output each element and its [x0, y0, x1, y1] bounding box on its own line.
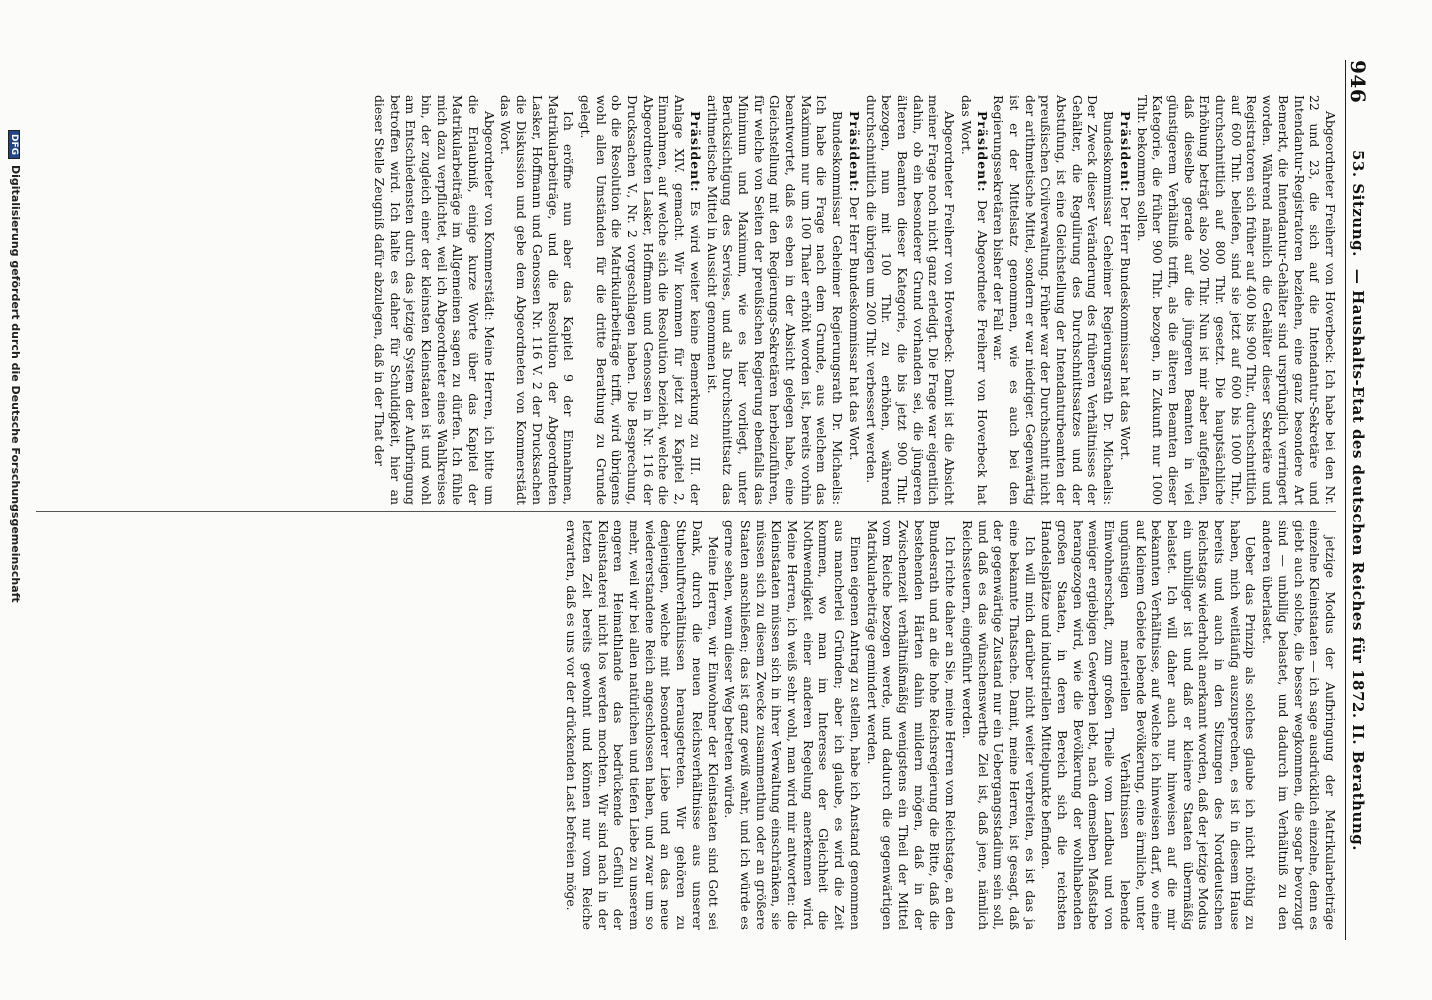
paragraph-text: Bundeskommissar Geheimer Regierungsrath Dr. Michaelis: Ich habe die Frage nach dem Grunde, aus welchem das Maximum nur um 100 Thaler erhöht worden ist, bereits vorhin beantwortet, daß es eben in der Absicht gelegen habe, eine Gleichstellung mit den Regierungs-Sekretären herbeizuführen, für welche von Seiten der preußischen Regierung ebenfalls das Minimum und Maximum, wie es hier vorliegt, unter Berücksichtigung des Servises, und als Durchschnittsatz das arithmetische Mittel in Aussicht genommen ist.: [704, 95, 846, 505]
speaker-label: Präsident:: [974, 111, 990, 193]
paragraph-text: Abgeordneter von Kommerstädt: Meine Herren, ich bitte um die Erlaubniß, einige kurze Worte über das Kapitel der Matrikularbeiträge im Allgemeinen sagen zu dürfen. Ich fühle mich dazu verpflichtet, weil ich Abgeordneter eines Wahlkreises bin, der zugleich einer der kleinsten Kleinstaaten ist und wohl am Entschiedensten durch das jetzige System der Aufbringung betroffen wird. Ich halte es daher für Schuldigkeit, hier an dieser Stelle Zeugniß dafür abzulegen, daß in der That der: [371, 95, 497, 505]
paragraph-text: Meine Herren, wir Einwohner der Kleinstaaten sind Gott sei Dank, durch die neuen Reichsverhältnisse aus unserer Stubenluftverhältnissen herausgetreten. Wir gehören zu denjenigen, welche mit besonderer Liebe und an das neue wiedererstandene Reich angeschlossen haben, und zwar um so mehr, weil wir bei allen natürlichen und tiefen Liebe zu unserem engeren Heimathlande das bedrückende Gefühl der Kleinstaaterei nicht los werden mochten. Wir sind nach in der letzten Zeit bereits gewohnt und können nur vom Reiche erwarten, daß es uns vor der drückenden Last befreien möge.: [564, 520, 721, 930]
digitization-credit: [8, 130, 22, 830]
paragraph: [863, 95, 957, 505]
speaker-label: Präsident:: [1117, 111, 1133, 193]
dfg-logo: DFG: [8, 130, 20, 159]
session-label: 53. Sitzung.: [1349, 150, 1367, 257]
paragraph: [722, 520, 863, 930]
paragraph: [577, 95, 703, 505]
column-divider: [36, 511, 1336, 512]
paragraph-text: Abgeordneter Freiherr von Hoverbeck: Ich habe bei den Nr. 22 und 23, die sich auf die Intendantur-Sekretäre und Intendantur-Registratoren beziehen, eine ganz besondere Art Bemerkt, die Intendantur-Gehälter sind ursprünglich verringert worden. Während nämlich die Gehälter dieser Sekretäre und Registratoren sich früher auf 400 bis 900 Thlr., durchschnittlich auf 600 Thlr. beliefen, sind sie jetzt auf 600 bis 1000 Thlr., durchschnittlich auf 800 Thlr. gesetzt. Die hauptsächliche Erhöhung beträgt also 200 Thlr. Nun ist mir aber aufgefallen, daß dieselbe gerade auf die jüngeren Beamten in viel günstigerem Verhältniß trifft, als die älteren Beamten dieser Kategorie, die früher 900 Thlr. bezogen, in Zukunft nur 1000 Thlr. bekommen sollen.: [1134, 95, 1338, 505]
paragraph: [991, 95, 1117, 505]
paragraph: [958, 95, 989, 505]
left-column: [38, 95, 1338, 505]
speaker-label: Präsident:: [687, 111, 703, 193]
paragraph: [564, 520, 721, 930]
paragraph: [864, 520, 958, 930]
paragraph-text: Ich will mich darüber nicht weiter verbreiten, es ist das ja eine bekannte Thatsache. Damit, meine Herren, ist gesagt, daß der gegenwärtige Zustand nur ein Uebergangsstadium sein soll, und daß es das wünschenswerthe Ziel ist, daß jene, nämlich Reichssteuern, eingeführt werden.: [959, 520, 1038, 930]
speaker-label: Präsident:: [846, 111, 862, 193]
paragraph-text: Der Herr Bundeskommissar hat das Wort.: [846, 196, 862, 461]
running-title: [1349, 150, 1367, 863]
paragraph-text: Bundeskommissar Geheimer Regierungsrath Dr. Michaelis: Der Zweck dieser Veränderung des früheren Verhältnisses der Gehälter, die Regulirung des Durchschnittssatzes und der Abstufung, ist eine Gleichstellung der Intendanturbeamten der preußischen Civilverwaltung. Früher war der Durchschnitt nicht der arithmetische Mittel, sondern er war niedriger. Gegenwärtig ist er der Mittelsatz genommen, wie es auch bei den Regierungssekretären bisher der Fall war.: [991, 95, 1117, 505]
paragraph: [1134, 95, 1338, 505]
paragraph-text: Ueber das Prinzip als solches glaube ich nicht nöthig zu haben, mich weitläufig auszusprechen, es ist in diesem Hause bereits und auch in den Sitzungen des Norddeutschen Reichstags wiederholt anerkannt worden, daß der jetzige Modus ein unbilliger ist und daß er kleinere Staaten übermäßig belastet. Ich will daher auch nur hinweisen auf die mir bekannten Verhältnisse, auf welche ich hinweisen darf, wo eine auf kleinem Gebiete lebende Bevölkerung, eine ärmliche, unter ungünstigen materiellen Verhältnissen lebende Einwohnerschaft, zum großen Theile vom Landbau und von weniger ergiebigen Gewerben lebt, nach demselben Maßstabe herangezogen wird, wie die Bevölkerung der wohlhabenden großen Staaten, in deren Bereich sich die reichsten Handelsplätze und industriellen Mittelpunkte befinden.: [1039, 520, 1259, 930]
paragraph-text: Der Abgeordnete Freiherr von Hoverbeck hat das Wort.: [958, 95, 990, 505]
paragraph: [1117, 95, 1133, 505]
paragraph: [371, 95, 497, 505]
paragraph: [959, 520, 1038, 930]
topic-label: — Haushalts-Etat des deutschen Reiches für 1872. II. Berathung.: [1349, 268, 1367, 851]
credit-text: Digitalisierung gefördert durch die Deutsche Forschungsgemeinschaft: [9, 165, 22, 603]
page-number: 946: [1346, 60, 1370, 104]
paragraph-text: Der Herr Bundeskommissar hat das Wort.: [1117, 196, 1133, 461]
paragraph-text: jetzige Modus der Aufbringung der Matrikularbeiträge einzelne Kleinstaaten — ich sage ausdrücklich einzelne, denn es giebt auch solche, die besser wegkommen, die sogar bevorzugt sind — unbillig belastet, und dadurch im Verhältniß zu den anderen überlastet.: [1260, 520, 1338, 930]
paragraph: [498, 95, 577, 505]
paragraph-text: Ich eröffne nun aber das Kapitel 9 der Einnahmen, Matrikularbeiträge, und die Resolution der Abgeordneten Lasker, Hoffmann und Genossen Nr. 116 V. 2 der Drucksachen die Diskussion und gebe dem Abgeordneten von Kommerstädt das Wort.: [498, 95, 577, 505]
paragraph-text: Ich richte daher an Sie, meine Herren vom Reichstage, an den Bundesrath und an die hohe Reichsregierung die Bitte, daß die bestehenden Härten dahin mildern mögen, daß in der Zwischenzeit verhältnißmäßig wenigstens ein Theil der Mittel vom Reiche bezogen werde, und dadurch die gegenwärtigen Matrikularbeiträge gemindert werden.: [864, 520, 959, 930]
paragraph-text: Es wird weiter keine Bemerkung zu III. der Anlage XIV. gemacht. Wir kommen für jetzt zu Kapitel 2, Einnahmen, auf welche sich die Resolution bezieht, welche die Abgeordneten Lasker, Hoffmann und Genossen in Nr. 116 der Drucksachen V., Nr. 2 vorgeschlagen haben. Die Besprechung, ob die Resolution die Matrikularbeiträge trifft, wird übrigens wohl allen Umständen für die dritte Berathung zu Grunde gelegt.: [577, 95, 703, 505]
right-column: [38, 520, 1338, 930]
paragraph-text: Abgeordneter Freiherr von Hoverbeck: Damit ist die Absicht meiner Frage noch nicht ganz erledigt. Die Frage war eigentlich dahin, ob ein besonderer Grund vorhanden sei, die jüngeren älteren Beamten dieser Kategorie, die bis jetzt 900 Thlr. bezogen, nun mit 100 Thlr. zu erhöhen, während durchschnittlich die übrigen um 200 Thlr. verbessert werden.: [863, 95, 958, 505]
paragraph: [704, 95, 845, 505]
paragraph: [846, 95, 862, 505]
page-header: [1345, 60, 1370, 940]
paragraph-text: Einen eigenen Antrag zu stellen, habe ich Anstand genommen aus mancherlei Gründen; aber ich glaube, es wird die Zeit kommen, wo man im Interesse der Gleichheit die Nothwendigkeit einer anderen Regelung anerkennen wird. Meine Herren, ich weiß sehr wohl, man wird mir antworten: die Kleinstaaten müssen sich in ihrer Verwaltung einschränken, sie müssen sich zu diesem Zwecke zusammenthun oder an größere Staaten anschließen; das ist ganz gewiß wahr, und ich würde es gerne sehen, wenn dieser Weg betreten würde.: [722, 520, 863, 930]
paragraph: [1039, 520, 1259, 930]
paragraph: [1259, 520, 1338, 930]
